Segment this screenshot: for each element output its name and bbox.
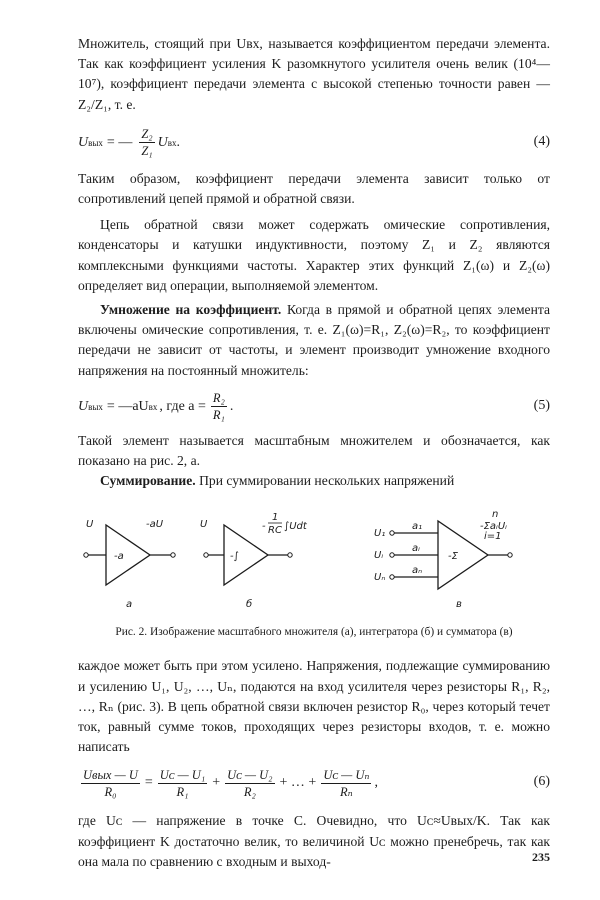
formula5-mid: = —aU [106, 398, 149, 414]
figure-2 [78, 507, 550, 617]
diagram-c-coef-i: aᵢ [412, 543, 420, 555]
formula4-eq: = — [106, 134, 133, 150]
paragraph-feedback: Цепь обратной связи может содержать омические сопротивления, конденсаторы и катушки индуктивности, поэтому Z₁ и Z₂ являются комплексными функциями частоты. Характер этих функций Z₁(ω) и Z₂(ω) определяет вид операции, выполняемой элементом. [78, 217, 550, 293]
diagram-c-tag: в [456, 599, 462, 611]
diagram-a-box-label: -a [114, 551, 124, 563]
diagram-c-box-label: -Σ [448, 551, 458, 563]
paragraph-scale-multiplier: Такой элемент называется масштабным множителем и обозначается, как показано на рис. 2, a. [78, 432, 550, 469]
formula4-fraction [139, 126, 154, 159]
formula-6 [78, 761, 550, 805]
formula4-tail: . [176, 134, 181, 150]
diagram-a-output-label: -aU [146, 519, 164, 531]
figure-caption: Рис. 2. Изображение масштабного множителя (a), интегратора (б) и сумматора (в) [115, 626, 513, 639]
heading-summation: Суммирование. [100, 473, 196, 489]
summation-text: При суммировании нескольких напряжений [195, 473, 455, 489]
formula6-f2-den: R₂ [243, 784, 256, 799]
formula5-fraction [211, 390, 227, 423]
paragraph-multiplication [78, 300, 550, 381]
formula-4 [78, 123, 550, 163]
formula5-where: , где a = [159, 398, 206, 414]
diagram-scale-multiplier [84, 519, 175, 610]
figure-2-svg [78, 507, 550, 617]
page-body [78, 34, 550, 872]
formula6-f0-den: R₀ [104, 784, 117, 799]
page-number: 235 [532, 850, 550, 864]
diagram-b-tag: б [246, 599, 253, 611]
diagram-c-sum-bottom: i=1 [484, 531, 502, 543]
formula4-num: Z₂ [141, 127, 153, 142]
heading-multiplication: Умножение на коэффициент. [100, 302, 282, 318]
formula5-tail: . [229, 398, 234, 414]
formula5-den: R₁ [212, 408, 225, 423]
diagram-b-output-num: 1 [272, 512, 279, 524]
formula5-number: (5) [533, 397, 550, 413]
paragraph-gain-intro: Множитель, стоящий при Uвх, называется коэффициентом передачи элемента. Так как коэффициент усиления K разомкнутого усилителя очень велик (10⁴—10⁷), коэффициент передачи элемента с высокой степенью точности равен — Z₂/Z₁, т. е. [78, 36, 550, 112]
diagram-a-input-label: U [86, 519, 94, 531]
formula4-den: Z₁ [141, 144, 153, 159]
diagram-b-output-den: RC [268, 525, 282, 537]
diagram-a-tag: a [126, 599, 133, 611]
paragraph-summation [78, 471, 550, 491]
formula6-plus: + [212, 775, 221, 791]
formula5-mid-sub: вх [148, 401, 158, 412]
diagram-b-box-label: -∫ [230, 551, 239, 563]
diagram-c-input-i: Uᵢ [374, 550, 384, 562]
diagram-integrator [200, 512, 308, 610]
diagram-b-output-minus: - [262, 521, 266, 533]
paragraph-conclusion: Таким образом, коэффициент передачи элемента зависит только от сопротивлений цепей прямой и обратной связи. [78, 170, 550, 207]
formula4-rhs: U [157, 134, 168, 150]
formula4-lhs-sub: вых [88, 137, 103, 148]
formula6-dots: + … + [279, 775, 317, 791]
formula6-f1-den: R₁ [176, 784, 189, 799]
diagram-summator [374, 509, 512, 610]
paragraph-summation-cont: каждое может быть при этом усилено. Напряжения, подлежащие суммированию и усилению U₁, U₂, …, Uₙ, подаются на вход усилителя через резисторы R₁, R₂, …, Rₙ (рис. 3). В цепь обратной связи включен резистор R₀, через который течет ток, равный сумме токов, проходящих через резисторы входов, т. е. можно написать [78, 658, 550, 755]
diagram-c-output: -ΣaᵢUᵢ [480, 521, 507, 533]
diagram-c-input-1: U₁ [374, 528, 386, 540]
formula6-number: (6) [533, 774, 550, 790]
formula5-lhs: U [78, 398, 89, 414]
formula6-frac-2 [225, 767, 274, 800]
formula6-frac-0 [81, 767, 140, 800]
formula6-eq: = [144, 775, 153, 791]
formula6-tail: , [374, 775, 378, 791]
formula5-num: R₂ [212, 391, 225, 406]
formula6-fn-den: Rₙ [340, 784, 353, 799]
diagram-c-input-n: Uₙ [374, 572, 386, 584]
formula4-lhs: U [78, 134, 89, 150]
formula5-lhs-sub: вых [88, 401, 103, 412]
formula6-f2-num: Uᴄ — U₂ [227, 767, 273, 782]
formula4-rhs-sub: вх [167, 137, 177, 148]
diagram-c-sum-top: n [492, 509, 499, 521]
formula6-frac-1 [158, 767, 207, 800]
formula6-f0-num: Uвых — U [83, 767, 138, 782]
diagram-b-output-integral: ∫Udt [284, 521, 307, 533]
diagram-c-coef-1: a₁ [412, 521, 423, 533]
multiplication-text: Когда в прямой и обратной цепях элемента включены омические сопротивления, т. е. Z₁(ω)=R₁, Z₂(ω)=R₂, то коэффициент передачи не зависит от частоты, и элемент производит умножение входного напряжения на постоянный множитель: [78, 302, 550, 378]
formula4-number: (4) [533, 133, 550, 149]
formula6-frac-n [321, 767, 371, 800]
diagram-c-coef-n: aₙ [412, 565, 423, 577]
formula6-fn-num: Uᴄ — Uₙ [323, 767, 370, 782]
paragraph-voltage-point-c: где Uᴄ — напряжение в точке C. Очевидно, что Uᴄ≈Uвых/K. Так как коэффициент K достаточно велик, то величиной Uᴄ можно пренебречь, так как она мала по сравнению с входным и выход- [78, 813, 550, 869]
diagram-b-input-label: U [200, 519, 208, 531]
formula-5 [78, 387, 550, 427]
formula6-f1-num: Uᴄ — U₁ [159, 767, 206, 782]
